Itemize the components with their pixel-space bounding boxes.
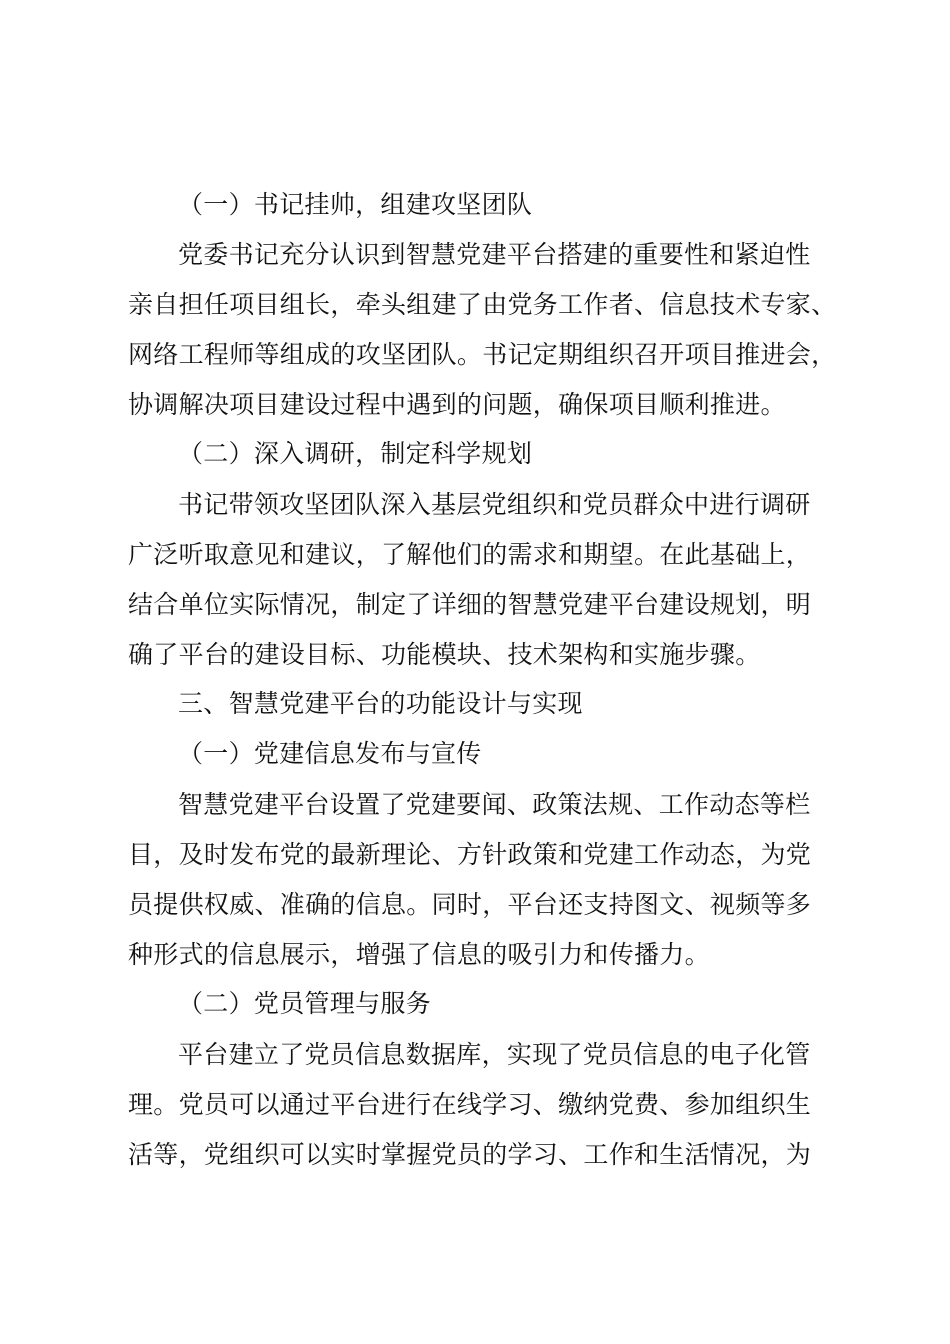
paragraph-line: 广泛听取意见和建议，了解他们的需求和期望。在此基础上， xyxy=(128,540,812,569)
paragraph-line: 书记带领攻坚团队深入基层党组织和党员群众中进行调研 xyxy=(178,490,811,519)
paragraph-line: 党委书记充分认识到智慧党建平台搭建的重要性和紧迫性 xyxy=(178,240,811,269)
section-heading: （二）深入调研，制定科学规划 xyxy=(178,439,533,468)
paragraph-line: 员提供权威、准确的信息。同时，平台还支持图文、视频等多 xyxy=(128,890,812,919)
paragraph-line: 网络工程师等组成的攻坚团队。书记定期组织召开项目推进会， xyxy=(128,340,837,369)
chapter-heading: 三、智慧党建平台的功能设计与实现 xyxy=(178,689,583,718)
paragraph-line: 确了平台的建设目标、功能模块、技术架构和实施步骤。 xyxy=(128,640,761,669)
section-heading: （二）党员管理与服务 xyxy=(178,989,432,1018)
section-heading: （一）党建信息发布与宣传 xyxy=(178,739,482,768)
paragraph-line: 活等，党组织可以实时掌握党员的学习、工作和生活情况，为 xyxy=(128,1140,812,1169)
paragraph-line: 理。党员可以通过平台进行在线学习、缴纳党费、参加组织生 xyxy=(128,1090,812,1119)
paragraph-line: 种形式的信息展示，增强了信息的吸引力和传播力。 xyxy=(128,940,710,969)
paragraph-line: 协调解决项目建设过程中遇到的问题，确保项目顺利推进。 xyxy=(128,390,786,419)
paragraph-line: 智慧党建平台设置了党建要闻、政策法规、工作动态等栏 xyxy=(178,790,811,819)
paragraph-line: 平台建立了党员信息数据库，实现了党员信息的电子化管 xyxy=(178,1040,811,1069)
paragraph-line: 结合单位实际情况，制定了详细的智慧党建平台建设规划，明 xyxy=(128,590,812,619)
paragraph-line: 目，及时发布党的最新理论、方针政策和党建工作动态，为党 xyxy=(128,840,812,869)
section-heading: （一）书记挂帅，组建攻坚团队 xyxy=(178,190,533,219)
paragraph-line: 亲自担任项目组长，牵头组建了由党务工作者、信息技术专家、 xyxy=(128,290,837,319)
